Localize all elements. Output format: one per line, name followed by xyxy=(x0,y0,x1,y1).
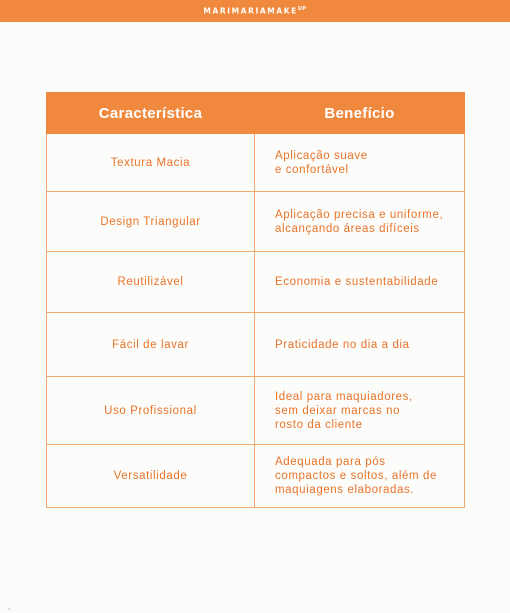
benefit-cell xyxy=(255,192,465,252)
benefit-cell xyxy=(255,252,465,313)
corner-dot xyxy=(8,608,10,610)
benefit-line: Adequada para pós xyxy=(275,456,386,468)
benefit-line: compactos e soltos, além de xyxy=(275,470,437,482)
table-row xyxy=(47,445,465,508)
benefit-line: Praticidade no dia a dia xyxy=(275,338,410,351)
benefit-line: Economia e sustentabilidade xyxy=(275,276,439,288)
benefit-cell xyxy=(255,377,465,445)
benefit-line: sem deixar marcas no xyxy=(275,404,401,417)
benefit-line: Ideal para maquiadores, xyxy=(275,390,413,403)
benefit-line: maquiagens elaboradas. xyxy=(275,484,415,496)
benefit-line: rosto da cliente xyxy=(275,418,363,431)
brand-superscript: UP xyxy=(297,6,307,13)
feature-cell: Textura Macia xyxy=(47,134,255,192)
brand-name: MARIMARIAMAKE xyxy=(203,6,298,16)
brand-logo xyxy=(203,6,306,16)
benefit-line: Aplicação precisa e uniforme, xyxy=(275,208,444,221)
feature-cell: Design Triangular xyxy=(47,192,255,252)
benefit-line: Aplicação suave xyxy=(275,149,368,162)
benefit-line: e confortável xyxy=(275,163,349,176)
benefit-cell xyxy=(255,313,465,377)
features-table xyxy=(46,92,465,508)
feature-cell: Versatilidade xyxy=(47,445,255,508)
benefit-cell xyxy=(255,134,465,192)
header-feature: Característica xyxy=(47,93,255,134)
benefit-cell xyxy=(255,445,465,508)
feature-cell: Uso Profissional xyxy=(47,377,255,445)
table-row xyxy=(47,377,465,445)
feature-cell: Fácil de lavar xyxy=(47,313,255,377)
table-row xyxy=(47,134,465,192)
benefit-line: alcançando áreas difíceis xyxy=(275,222,420,235)
table-header-row xyxy=(47,93,465,134)
table-row xyxy=(47,252,465,313)
feature-cell: Reutilizável xyxy=(47,252,255,313)
brand-header xyxy=(0,0,510,22)
header-benefit: Benefício xyxy=(255,93,465,134)
table-row xyxy=(47,313,465,377)
table-row xyxy=(47,192,465,252)
